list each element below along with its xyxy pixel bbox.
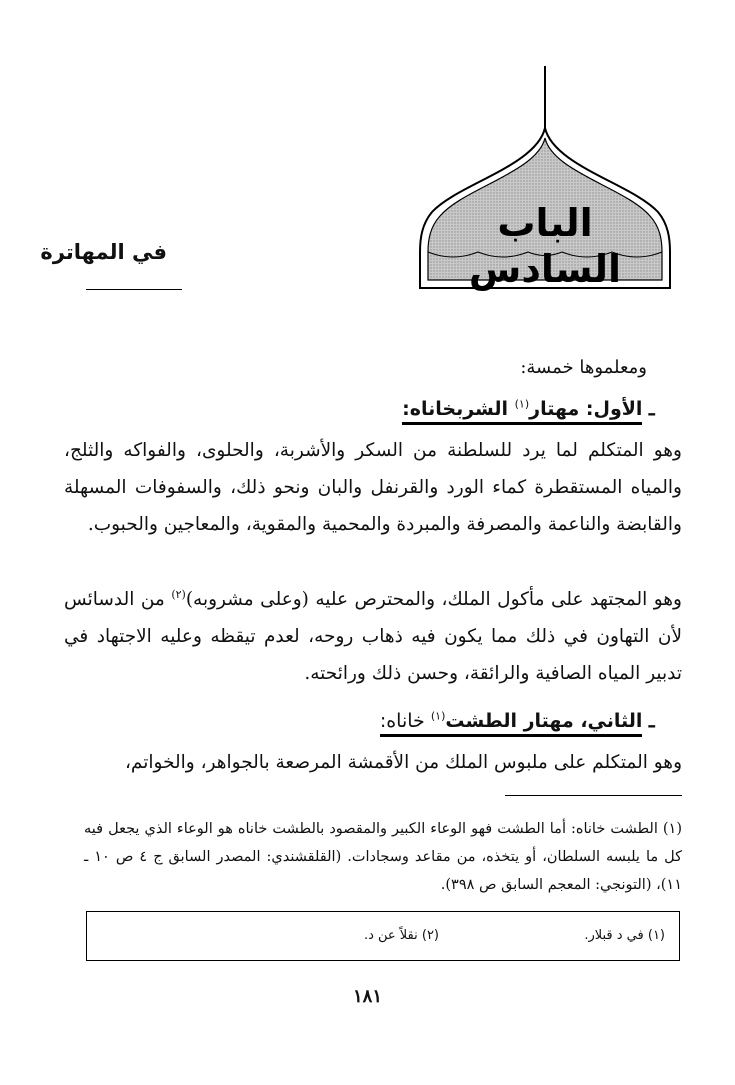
footnote-marker: (١) [430, 710, 446, 723]
chapter-title: الباب السادس [468, 201, 622, 291]
heading-name: الشربخاناه: [402, 398, 515, 421]
paragraph-text: وهو المجتهد على مأكول الملك، والمحترص عليه (وعلى مشروبه) [185, 589, 682, 611]
section-heading-second [380, 710, 655, 735]
heading-dash: ـ [648, 398, 655, 421]
subtitle-underline [86, 289, 182, 290]
variant-notes-box [86, 911, 680, 961]
paragraph-third: وهو المتكلم على ملبوس الملك من الأقمشة المرصعة بالجواهر، والخواتم، [124, 752, 682, 773]
intro-line: ومعلموها خمسة: [520, 357, 647, 378]
heading-name: خاناه: [379, 710, 431, 733]
footnote: (١) الطشت خاناه: أما الطشت فهو الوعاء الكبير والمقصود بالطشت خاناه هو الوعاء الذي يجعل فيه كل ما يلبسه السلطان، أو يتخذه، من مقاعد وسجادات. (القلقشندي: المصدر السابق ج ٤ ص ١٠ ـ ١١)، (التونجي: المعجم السابق ص ٣٩٨). [84, 821, 683, 893]
heading-dash: ـ [648, 710, 655, 733]
heading-label: الثاني، مهتار الطشت [445, 710, 643, 733]
chapter-subtitle: في المهاترة [40, 240, 167, 264]
section-heading-first [402, 398, 655, 423]
paragraph-text: من الدسائس لأن التهاون في ذلك مما يكون فيه ذهاب روحه، لعدم تيقظه وعليه الاجتهاد في تدبير المياه الصافية والرائقة، وحسن ذلك ورائحته. [64, 589, 682, 685]
variant-note: (٢) نقلاً عن د. [363, 928, 439, 943]
heading-label: الأول: مهتار [529, 398, 643, 421]
variant-note: (١) في د قبلار. [584, 928, 665, 943]
page-number: ١٨١ [352, 986, 382, 1007]
footnote-separator [505, 795, 682, 796]
paragraph-first: وهو المتكلم لما يرد للسلطنة من السكر والأشربة، والحلوى، والفواكه والثلج، والمياه المستقطرة كماء الورد والقرنفل والبان ونحو ذلك، والسفوفات المسهلة والقابضة والناعمة والمصرفة والمبردة والمحمية والمقوية، والمعاجين والحبوب. [64, 440, 682, 535]
footnote-marker: (١) [514, 398, 530, 411]
footnote-marker: (٢) [171, 588, 186, 601]
paragraph-second [64, 576, 682, 692]
